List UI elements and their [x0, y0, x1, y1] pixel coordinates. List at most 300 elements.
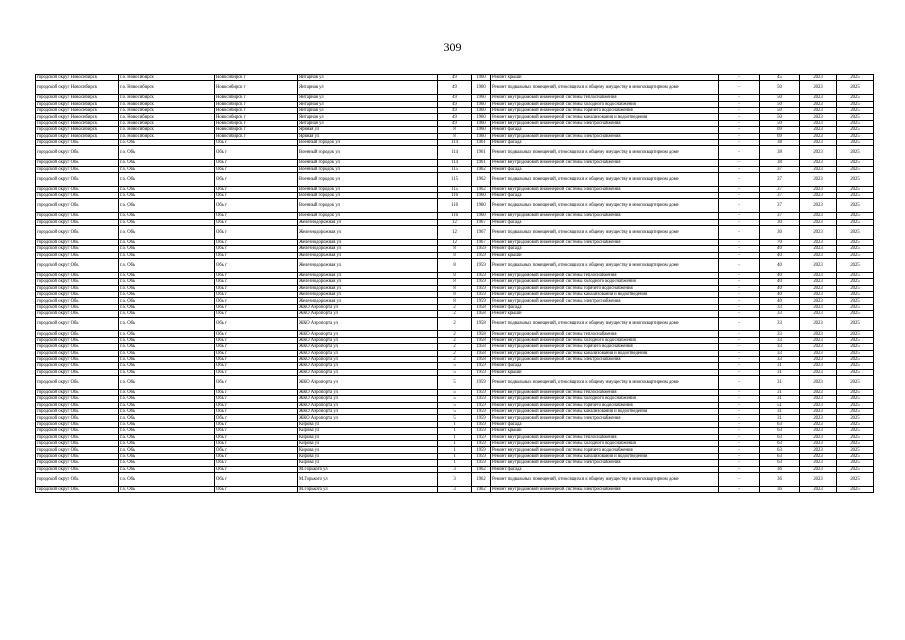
start-year-cell: 2023 [800, 291, 837, 297]
municipality-cell: городской округ Обь [36, 453, 119, 459]
work-type-cell: Ремонт подвальных помещений, относящихся к общему имуществу в многоквартирном доме [491, 81, 719, 95]
end-year-cell: 2025 [837, 246, 874, 252]
dash-cell: - [719, 146, 760, 160]
value-cell: 33 [760, 350, 800, 356]
year-built-cell: 1959 [472, 246, 491, 252]
street-cell: Кирова ул [298, 441, 438, 447]
value-cell: 31 [760, 396, 800, 402]
street-cell: ЖКО Аэропорта ул [298, 344, 438, 350]
street-cell: Янтарная ул [298, 114, 438, 120]
locality-cell: Обь г [215, 453, 298, 459]
year-built-cell: 1959 [472, 291, 491, 297]
settlement-cell: г.о. Обь [119, 186, 215, 192]
value-cell: 40 [760, 272, 800, 278]
house-number-cell: 3 [438, 472, 472, 486]
start-year-cell: 2023 [800, 363, 837, 369]
settlement-cell: г.о. Обь [119, 421, 215, 427]
locality-cell: Обь г [215, 317, 298, 331]
municipality-cell: городской округ Новосибирск [36, 133, 119, 139]
locality-cell: Обь г [215, 146, 298, 160]
locality-cell: Обь г [215, 376, 298, 390]
municipality-cell: городской округ Обь [36, 285, 119, 291]
work-type-cell: Ремонт внутридомовой инженерной системы горячего водоснабжения [491, 107, 719, 113]
start-year-cell: 2023 [800, 114, 837, 120]
street-cell: Железнодорожная ул [298, 226, 438, 240]
value-cell: 63 [760, 460, 800, 466]
dash-cell: - [719, 350, 760, 356]
municipality-cell: городской округ Новосибирск [36, 114, 119, 120]
settlement-cell: г.о. Обь [119, 291, 215, 297]
work-type-cell: Ремонт внутридомовой инженерной системы электроснабжения [491, 460, 719, 466]
settlement-cell: г.о. Обь [119, 285, 215, 291]
dash-cell: - [719, 466, 760, 472]
settlement-cell: г.о. Обь [119, 317, 215, 331]
house-number-cell: 1 [438, 428, 472, 434]
end-year-cell: 2025 [837, 186, 874, 192]
value-cell: 38 [760, 139, 800, 145]
house-number-cell: 12 [438, 219, 472, 225]
start-year-cell: 2023 [800, 213, 837, 219]
work-type-cell: Ремонт крыши [491, 311, 719, 317]
street-cell: ЖКО Аэропорта ул [298, 409, 438, 415]
value-cell: 51 [760, 402, 800, 408]
work-type-cell: Ремонт внутридомовой инженерной системы теплоснабжения [491, 272, 719, 278]
dash-cell: - [719, 172, 760, 186]
work-type-cell: Ремонт внутридомовой инженерной системы холодного водоснабжения [491, 396, 719, 402]
dash-cell: - [719, 114, 760, 120]
dash-cell: - [719, 331, 760, 337]
value-cell: 40 [760, 285, 800, 291]
municipality-cell: городской округ Обь [36, 344, 119, 350]
work-type-cell: Ремонт фасада [491, 166, 719, 172]
street-cell: Кирова ул [298, 447, 438, 453]
settlement-cell: г.о. Обь [119, 304, 215, 310]
street-cell: М.Горького ул [298, 472, 438, 486]
year-built-cell: 1958 [472, 350, 491, 356]
municipality-cell: городской округ Обь [36, 291, 119, 297]
year-built-cell: 1962 [472, 472, 491, 486]
start-year-cell: 2023 [800, 466, 837, 472]
value-cell: 40 [760, 298, 800, 304]
house-number-cell: 2 [438, 304, 472, 310]
street-cell: ЖКО Аэропорта ул [298, 337, 438, 343]
end-year-cell: 2025 [837, 344, 874, 350]
municipality-cell: городской округ Обь [36, 472, 119, 486]
year-built-cell: 1958 [472, 311, 491, 317]
value-cell: 33 [760, 337, 800, 343]
house-number-cell: 115 [438, 186, 472, 192]
year-built-cell: 1961 [472, 160, 491, 166]
end-year-cell: 2025 [837, 472, 874, 486]
settlement-cell: г.о. Новосибирск [119, 81, 215, 95]
settlement-cell: г.о. Обь [119, 219, 215, 225]
settlement-cell: г.о. Обь [119, 193, 215, 199]
municipality-cell: городской округ Обь [36, 441, 119, 447]
locality-cell: Обь г [215, 172, 298, 186]
house-number-cell: 8 [438, 291, 472, 297]
value-cell: 31 [760, 415, 800, 421]
locality-cell: Новосибирск г [215, 120, 298, 126]
settlement-cell: г.о. Обь [119, 246, 215, 252]
work-type-cell: Ремонт внутридомовой инженерной системы электроснабжения [491, 486, 719, 492]
municipality-cell: городской округ Новосибирск [36, 127, 119, 133]
locality-cell: Обь г [215, 356, 298, 362]
municipality-cell: городской округ Обь [36, 421, 119, 427]
municipality-cell: городской округ Обь [36, 259, 119, 273]
settlement-cell: г.о. Обь [119, 311, 215, 317]
start-year-cell: 2023 [800, 193, 837, 199]
municipality-cell: городской округ Обь [36, 246, 119, 252]
end-year-cell: 2025 [837, 75, 874, 81]
work-type-cell: Ремонт подвальных помещений, относящихся к общему имуществу в многоквартирном доме [491, 226, 719, 240]
municipality-cell: городской округ Обь [36, 486, 119, 492]
start-year-cell: 2023 [800, 95, 837, 101]
work-type-cell: Ремонт внутридомовой инженерной системы канализования и водоотведения [491, 453, 719, 459]
street-cell: Железнодорожная ул [298, 219, 438, 225]
end-year-cell: 2025 [837, 160, 874, 166]
locality-cell: Обь г [215, 331, 298, 337]
locality-cell: Обь г [215, 434, 298, 440]
work-type-cell: Ремонт внутридомовой инженерной системы холодного водоснабжения [491, 337, 719, 343]
house-number-cell: 49 [438, 120, 472, 126]
house-number-cell: 5 [438, 389, 472, 395]
end-year-cell: 2025 [837, 409, 874, 415]
work-type-cell: Ремонт фасада [491, 304, 719, 310]
house-number-cell: 2 [438, 344, 472, 350]
work-type-cell: Ремонт подвальных помещений, относящихся к общему имуществу в многоквартирном доме [491, 172, 719, 186]
work-type-cell: Ремонт подвальных помещений, относящихся к общему имуществу в многоквартирном доме [491, 376, 719, 390]
settlement-cell: г.о. Обь [119, 453, 215, 459]
locality-cell: Обь г [215, 350, 298, 356]
start-year-cell: 2023 [800, 219, 837, 225]
value-cell: 36 [760, 466, 800, 472]
dash-cell: - [719, 447, 760, 453]
end-year-cell: 2025 [837, 311, 874, 317]
locality-cell: Новосибирск г [215, 75, 298, 81]
work-type-cell: Ремонт крыши [491, 369, 719, 375]
table-row [36, 472, 874, 486]
street-cell: Янтарная ул [298, 75, 438, 81]
house-number-cell: 5 [438, 402, 472, 408]
settlement-cell: г.о. Обь [119, 460, 215, 466]
street-cell: Янтарная ул [298, 81, 438, 95]
year-built-cell: 1967 [472, 219, 491, 225]
start-year-cell: 2023 [800, 252, 837, 258]
street-cell: Железнодорожная ул [298, 259, 438, 273]
table-row [36, 226, 874, 240]
street-cell: ЖКО Аэропорта ул [298, 350, 438, 356]
street-cell: Железнодорожная ул [298, 285, 438, 291]
year-built-cell: 1958 [472, 356, 491, 362]
year-built-cell: 1959 [472, 447, 491, 453]
end-year-cell: 2025 [837, 107, 874, 113]
value-cell: 37 [760, 199, 800, 213]
municipality-cell: городской округ Обь [36, 331, 119, 337]
municipality-cell: городской округ Новосибирск [36, 120, 119, 126]
work-type-cell: Ремонт внутридомовой инженерной системы холодного водоснабжения [491, 441, 719, 447]
municipality-cell: городской округ Обь [36, 369, 119, 375]
locality-cell: Обь г [215, 193, 298, 199]
year-built-cell: 1959 [472, 441, 491, 447]
dash-cell: - [719, 285, 760, 291]
locality-cell: Обь г [215, 239, 298, 245]
municipality-cell: городской округ Обь [36, 219, 119, 225]
end-year-cell: 2025 [837, 291, 874, 297]
municipality-cell: городской округ Обь [36, 466, 119, 472]
table-row [36, 259, 874, 273]
start-year-cell: 2023 [800, 166, 837, 172]
settlement-cell: г.о. Обь [119, 172, 215, 186]
municipality-cell: городской округ Обь [36, 402, 119, 408]
settlement-cell: г.о. Обь [119, 466, 215, 472]
house-number-cell: 8 [438, 246, 472, 252]
work-type-cell: Ремонт фасада [491, 219, 719, 225]
settlement-cell: г.о. Обь [119, 298, 215, 304]
value-cell: 36 [760, 472, 800, 486]
start-year-cell: 2023 [800, 226, 837, 240]
dash-cell: - [719, 291, 760, 297]
house-number-cell: 8 [438, 133, 472, 139]
settlement-cell: г.о. Обь [119, 415, 215, 421]
municipality-cell: городской округ Обь [36, 447, 119, 453]
locality-cell: Обь г [215, 421, 298, 427]
dash-cell: - [719, 344, 760, 350]
end-year-cell: 2025 [837, 350, 874, 356]
start-year-cell: 2023 [800, 146, 837, 160]
municipality-cell: городской округ Обь [36, 272, 119, 278]
year-built-cell: 1959 [472, 415, 491, 421]
value-cell: 33 [760, 356, 800, 362]
municipality-cell: городской округ Новосибирск [36, 81, 119, 95]
start-year-cell: 2023 [800, 486, 837, 492]
street-cell: Военный городок ул [298, 199, 438, 213]
dash-cell: - [719, 376, 760, 390]
work-type-cell: Ремонт внутридомовой инженерной системы электроснабжения [491, 120, 719, 126]
locality-cell: Обь г [215, 186, 298, 192]
value-cell: 37 [760, 186, 800, 192]
work-type-cell: Ремонт подвальных помещений, относящихся к общему имуществу в многоквартирном доме [491, 472, 719, 486]
start-year-cell: 2023 [800, 389, 837, 395]
municipality-cell: городской округ Обь [36, 356, 119, 362]
dash-cell: - [719, 133, 760, 139]
house-number-cell: 2 [438, 356, 472, 362]
dash-cell: - [719, 139, 760, 145]
value-cell: 37 [760, 166, 800, 172]
house-number-cell: 1 [438, 421, 472, 427]
house-number-cell: 114 [438, 160, 472, 166]
street-cell: Военный городок ул [298, 166, 438, 172]
work-type-cell: Ремонт фасада [491, 139, 719, 145]
municipality-cell: городской округ Обь [36, 460, 119, 466]
street-cell: ЖКО Аэропорта ул [298, 402, 438, 408]
value-cell: 50 [760, 114, 800, 120]
year-built-cell: 1959 [472, 279, 491, 285]
work-type-cell: Ремонт крыши [491, 428, 719, 434]
street-cell: ЖКО Аэропорта ул [298, 356, 438, 362]
year-built-cell: 1962 [472, 466, 491, 472]
year-built-cell: 1960 [472, 120, 491, 126]
repair-schedule-table [35, 74, 874, 493]
house-number-cell: 1 [438, 460, 472, 466]
street-cell: Военный городок ул [298, 139, 438, 145]
street-cell: Железнодорожная ул [298, 298, 438, 304]
dash-cell: - [719, 219, 760, 225]
value-cell: 40 [760, 291, 800, 297]
municipality-cell: городской округ Обь [36, 186, 119, 192]
dash-cell: - [719, 396, 760, 402]
value-cell: 38 [760, 146, 800, 160]
locality-cell: Обь г [215, 279, 298, 285]
settlement-cell: г.о. Обь [119, 402, 215, 408]
end-year-cell: 2025 [837, 285, 874, 291]
municipality-cell: городской округ Обь [36, 376, 119, 390]
end-year-cell: 2025 [837, 199, 874, 213]
work-type-cell: Ремонт внутридомовой инженерной системы электроснабжения [491, 186, 719, 192]
year-built-cell: 1961 [472, 139, 491, 145]
municipality-cell: городской округ Обь [36, 226, 119, 240]
house-number-cell: 115 [438, 172, 472, 186]
settlement-cell: г.о. Обь [119, 160, 215, 166]
value-cell: 33 [760, 311, 800, 317]
value-cell: 37 [760, 213, 800, 219]
dash-cell: - [719, 363, 760, 369]
settlement-cell: г.о. Обь [119, 389, 215, 395]
settlement-cell: г.о. Обь [119, 447, 215, 453]
municipality-cell: городской округ Обь [36, 160, 119, 166]
street-cell: Военный городок ул [298, 213, 438, 219]
municipality-cell: городской округ Обь [36, 146, 119, 160]
value-cell: 31 [760, 389, 800, 395]
year-built-cell: 1960 [472, 107, 491, 113]
value-cell: 38 [760, 160, 800, 166]
work-type-cell: Ремонт внутридомовой инженерной системы теплоснабжения [491, 331, 719, 337]
house-number-cell: 5 [438, 409, 472, 415]
municipality-cell: городской округ Обь [36, 304, 119, 310]
value-cell: 40 [760, 279, 800, 285]
end-year-cell: 2025 [837, 133, 874, 139]
locality-cell: Обь г [215, 199, 298, 213]
end-year-cell: 2025 [837, 486, 874, 492]
locality-cell: Обь г [215, 415, 298, 421]
end-year-cell: 2025 [837, 453, 874, 459]
end-year-cell: 2025 [837, 226, 874, 240]
end-year-cell: 2025 [837, 166, 874, 172]
year-built-cell: 1959 [472, 421, 491, 427]
locality-cell: Обь г [215, 213, 298, 219]
value-cell: 50 [760, 107, 800, 113]
street-cell: Кирова ул [298, 460, 438, 466]
start-year-cell: 2023 [800, 472, 837, 486]
municipality-cell: городской округ Обь [36, 363, 119, 369]
municipality-cell: городской округ Обь [36, 213, 119, 219]
start-year-cell: 2023 [800, 127, 837, 133]
dash-cell: - [719, 415, 760, 421]
value-cell: 37 [760, 193, 800, 199]
end-year-cell: 2025 [837, 239, 874, 245]
year-built-cell: 1959 [472, 259, 491, 273]
street-cell: Военный городок ул [298, 172, 438, 186]
year-built-cell: 1960 [472, 101, 491, 107]
work-type-cell: Ремонт внутридомовой инженерной системы канализования и водоотведения [491, 291, 719, 297]
work-type-cell: Ремонт внутридомовой инженерной системы горячего водоснабжения [491, 402, 719, 408]
locality-cell: Обь г [215, 304, 298, 310]
start-year-cell: 2023 [800, 402, 837, 408]
street-cell: ЖКО Аэропорта ул [298, 396, 438, 402]
value-cell: 31 [760, 369, 800, 375]
value-cell: 63 [760, 447, 800, 453]
year-built-cell: 1960 [472, 95, 491, 101]
end-year-cell: 2025 [837, 376, 874, 390]
locality-cell: Обь г [215, 441, 298, 447]
settlement-cell: г.о. Обь [119, 344, 215, 350]
house-number-cell: 5 [438, 415, 472, 421]
house-number-cell: 114 [438, 139, 472, 145]
dash-cell: - [719, 199, 760, 213]
dash-cell: - [719, 127, 760, 133]
end-year-cell: 2025 [837, 272, 874, 278]
table-row [36, 376, 874, 390]
settlement-cell: г.о. Обь [119, 226, 215, 240]
dash-cell: - [719, 472, 760, 486]
dash-cell: - [719, 81, 760, 95]
work-type-cell: Ремонт фасада [491, 466, 719, 472]
dash-cell: - [719, 193, 760, 199]
year-built-cell: 1961 [472, 146, 491, 160]
end-year-cell: 2025 [837, 317, 874, 331]
start-year-cell: 2023 [800, 311, 837, 317]
work-type-cell: Ремонт внутридомовой инженерной системы электроснабжения [491, 239, 719, 245]
settlement-cell: г.о. Обь [119, 486, 215, 492]
settlement-cell: г.о. Обь [119, 337, 215, 343]
year-built-cell: 1967 [472, 239, 491, 245]
locality-cell: Обь г [215, 402, 298, 408]
settlement-cell: г.о. Обь [119, 428, 215, 434]
start-year-cell: 2023 [800, 172, 837, 186]
municipality-cell: городской округ Обь [36, 317, 119, 331]
house-number-cell: 8 [438, 127, 472, 133]
settlement-cell: г.о. Обь [119, 376, 215, 390]
year-built-cell: 1960 [472, 133, 491, 139]
year-built-cell: 1959 [472, 298, 491, 304]
municipality-cell: городской округ Обь [36, 311, 119, 317]
dash-cell: - [719, 453, 760, 459]
house-number-cell: 114 [438, 146, 472, 160]
street-cell: ЖКО Аэропорта ул [298, 311, 438, 317]
locality-cell: Обь г [215, 219, 298, 225]
municipality-cell: городской округ Новосибирск [36, 101, 119, 107]
value-cell: 63 [760, 453, 800, 459]
work-type-cell: Ремонт подвальных помещений, относящихся к общему имуществу в многоквартирном доме [491, 146, 719, 160]
locality-cell: Обь г [215, 472, 298, 486]
settlement-cell: г.о. Обь [119, 239, 215, 245]
settlement-cell: г.о. Обь [119, 213, 215, 219]
start-year-cell: 2023 [800, 337, 837, 343]
locality-cell: Обь г [215, 396, 298, 402]
municipality-cell: городской округ Обь [36, 415, 119, 421]
settlement-cell: г.о. Новосибирск [119, 127, 215, 133]
dash-cell: - [719, 186, 760, 192]
year-built-cell: 1959 [472, 272, 491, 278]
house-number-cell: 49 [438, 81, 472, 95]
value-cell: 63 [760, 428, 800, 434]
start-year-cell: 2023 [800, 356, 837, 362]
locality-cell: Обь г [215, 291, 298, 297]
end-year-cell: 2025 [837, 120, 874, 126]
end-year-cell: 2025 [837, 127, 874, 133]
value-cell: 33 [760, 304, 800, 310]
year-built-cell: 1959 [472, 460, 491, 466]
municipality-cell: городской округ Обь [36, 279, 119, 285]
